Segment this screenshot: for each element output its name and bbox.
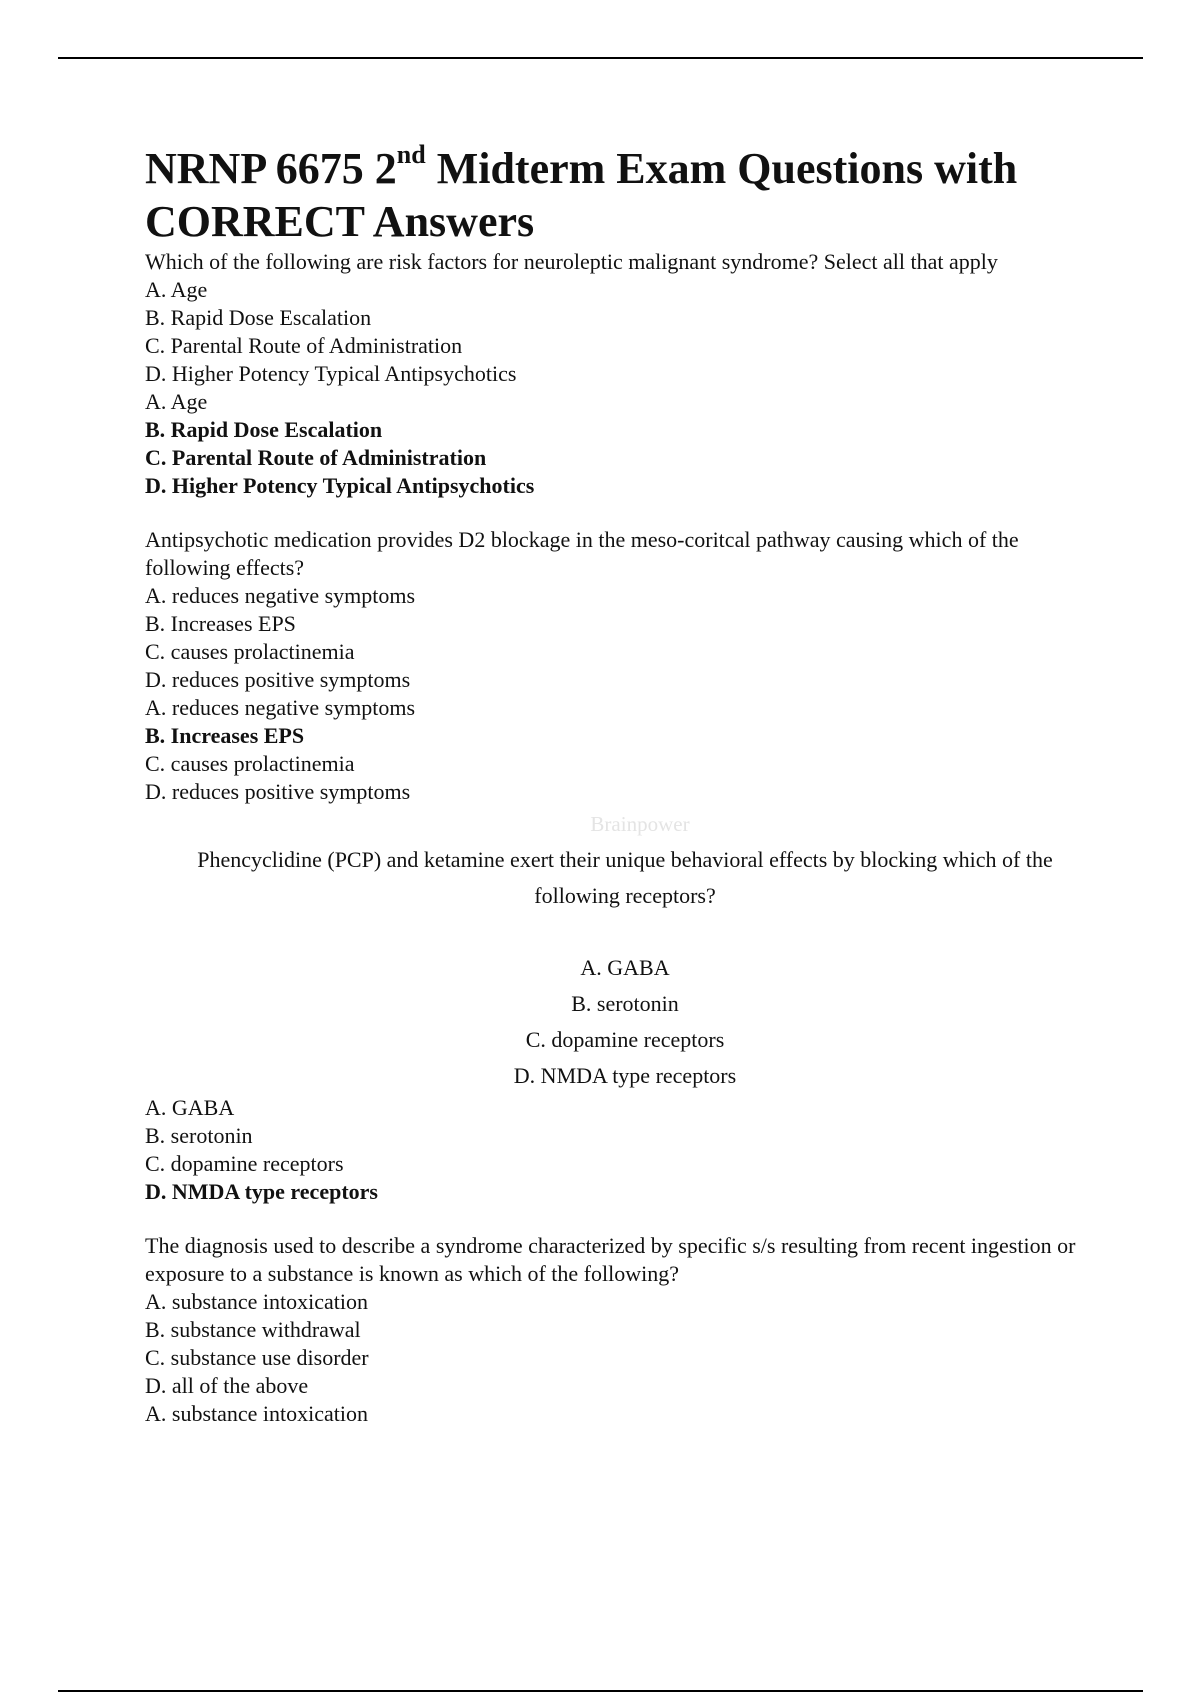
option: D. all of the above	[145, 1373, 309, 1398]
question-prompt-continued: following receptors?	[534, 883, 716, 908]
option: B. Increases EPS	[145, 611, 296, 636]
centered-question	[145, 842, 1105, 1094]
option: D. NMDA type receptors	[513, 1063, 737, 1088]
option: A. substance intoxication	[145, 1289, 369, 1314]
answer-line: A. Age	[145, 389, 208, 414]
answer-line: A. substance intoxication	[145, 1401, 369, 1426]
option: C. causes prolactinemia	[145, 639, 355, 664]
question-prompt: Phencyclidine (PCP) and ketamine exert their unique behavioral effects by blocking which of the	[197, 847, 1053, 872]
answer-line: C. causes prolactinemia	[145, 751, 355, 776]
correct-answer: D. NMDA type receptors	[145, 1179, 378, 1204]
option: D. Higher Potency Typical Antipsychotics	[145, 361, 517, 386]
question-prompt: Which of the following are risk factors for neuroleptic malignant syndrome? Select all that apply	[145, 249, 998, 274]
option: B. Rapid Dose Escalation	[145, 305, 372, 330]
question-block	[145, 1232, 1105, 1428]
option: B. serotonin	[571, 991, 679, 1016]
answer-line: D. reduces positive symptoms	[145, 779, 411, 804]
option: A. GABA	[580, 955, 670, 980]
answer-line: C. dopamine receptors	[145, 1151, 344, 1176]
option: D. reduces positive symptoms	[145, 667, 411, 692]
correct-answer: B. Increases EPS	[145, 723, 305, 748]
question-block	[145, 842, 1105, 1206]
document-body	[145, 142, 1105, 1428]
option: A. Age	[145, 277, 208, 302]
question-prompt: Antipsychotic medication provides D2 blockage in the meso-coritcal pathway causing which of the following effects?	[145, 527, 1019, 580]
option: C. Parental Route of Administration	[145, 333, 463, 358]
question-block	[145, 248, 1105, 500]
question-block	[145, 526, 1105, 806]
answer-line: A. GABA	[145, 1095, 235, 1120]
bottom-rule	[58, 1690, 1143, 1692]
correct-answer: B. Rapid Dose Escalation	[145, 417, 383, 442]
option: A. reduces negative symptoms	[145, 583, 416, 608]
question-prompt: The diagnosis used to describe a syndrome characterized by specific s/s resulting from recent ingestion or exposure to a substance is known as which of the following?	[145, 1233, 1076, 1286]
option: B. substance withdrawal	[145, 1317, 361, 1342]
watermark: Brainpower	[590, 812, 690, 836]
correct-answer: C. Parental Route of Administration	[145, 445, 487, 470]
answer-line: B. serotonin	[145, 1123, 253, 1148]
top-rule	[58, 57, 1143, 59]
option: C. substance use disorder	[145, 1345, 369, 1370]
correct-answer: D. Higher Potency Typical Antipsychotics	[145, 473, 535, 498]
option: C. dopamine receptors	[525, 1027, 725, 1052]
answer-line: A. reduces negative symptoms	[145, 695, 416, 720]
page-title: NRNP 6675 2nd Midterm Exam Questions with CORRECT Answers	[145, 140, 1018, 246]
